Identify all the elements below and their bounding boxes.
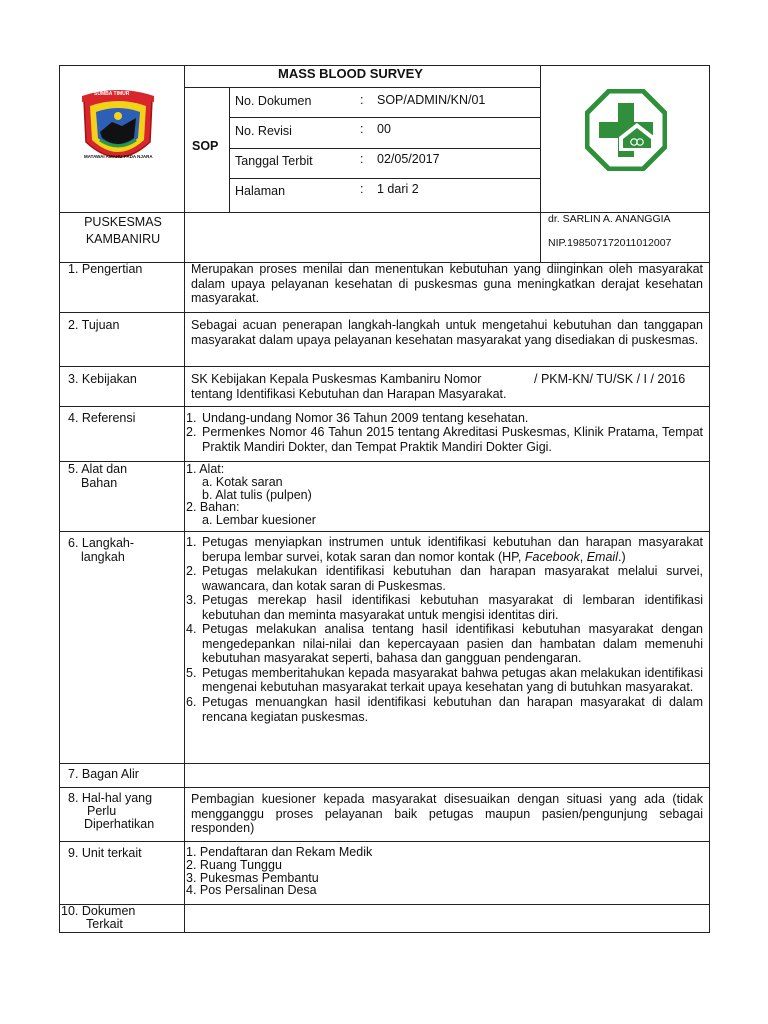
- border-right: [709, 65, 710, 933]
- section-label-langkah: 6. Langkah- langkah: [68, 536, 135, 564]
- logo-bottom-text: MATAWAI AMAHU PADA NJARA: [84, 154, 153, 159]
- field-sep: :: [360, 152, 364, 166]
- field-label-no-revisi: No. Revisi: [235, 124, 292, 138]
- field-value-tanggal-terbit: 02/05/2017: [377, 152, 440, 166]
- section-label-alat: 5. Alat dan Bahan: [68, 462, 128, 490]
- kebijakan-line-1: SK Kebijakan Kepala Puskesmas Kambaniru Nomor: [191, 372, 482, 386]
- field-label-tanggal-terbit: Tanggal Terbit: [235, 154, 313, 168]
- section-label-referensi: 4. Referensi: [68, 411, 136, 425]
- document-title: MASS BLOOD SURVEY: [278, 66, 423, 81]
- list-item: b. Alat tulis (pulpen): [202, 487, 312, 502]
- regional-emblem-icon: [78, 86, 158, 174]
- section-text-hal: Pembagian kuesioner kepada masyarakat disesuaikan dengan situasi yang ada (tidak mengganggu proses pelayanan baik petugas maupun pasien/pengunjung sebagai responden): [191, 792, 703, 835]
- sop-label: SOP: [192, 139, 219, 153]
- sop-divider: [229, 87, 230, 212]
- header-title-line: [184, 87, 540, 88]
- field-sep: :: [360, 122, 364, 136]
- label-column-divider: [184, 65, 185, 933]
- section-text-pengertian: Merupakan proses menilai dan menentukan kebutuhan yang diinginkan oleh masyarakat dalam upaya pelayanan kesehatan di puskesmas guna meningkatkan derajat kesehatan masyarakat.: [191, 262, 703, 305]
- row-line: [59, 312, 710, 313]
- field-value-no-dokumen: SOP/ADMIN/KN/01: [377, 93, 486, 107]
- field-value-no-revisi: 00: [377, 122, 391, 136]
- puskesmas-logo: [585, 89, 667, 171]
- sumba-timur-logo: [78, 86, 158, 174]
- field-value-halaman: 1 dari 2: [377, 182, 419, 196]
- kebijakan-line-2: tentang Identifikasi Kebutuhan dan Harapan Masyarakat.: [191, 387, 507, 401]
- bahan-title: 2. Bahan:: [186, 500, 240, 515]
- field-line-3: [229, 178, 540, 179]
- row-line: [59, 366, 710, 367]
- list-item: a. Lembar kuesioner: [202, 513, 316, 528]
- alat-bahan-list: [186, 463, 316, 527]
- row-line: [59, 461, 710, 462]
- alat-title: 1. Alat:: [186, 462, 225, 476]
- referensi-list: [186, 411, 703, 454]
- langkah-list: [186, 535, 703, 724]
- list-item: 2. Permenkes Nomor 46 Tahun 2015 tentang Akreditasi Puskesmas, Klinik Pratama, Tempat Praktik Mandiri Dokter, dan Tempat Praktik Mandiri Dokter Gigi.: [186, 425, 703, 454]
- field-sep: :: [360, 93, 364, 107]
- list-item: 2. Petugas melakukan identifikasi kebutuhan dan harapan masyarakat melalui survei, wawancara, dan kotak saran di Puskesmas.: [186, 564, 703, 593]
- list-item: 4. Petugas melakukan analisa tentang hasil identifikasi kebutuhan masyarakat dengan mengedepankan nilai-nilai dan kepercayaan pasien dan hambatan dalam memenuhi kebutuhan masyarakat seperti, bahasa dan gangguan pendengaran.: [186, 622, 703, 666]
- list-item: 1. Petugas menyiapkan instrumen untuk identifikasi kebutuhan dan harapan masyarakat berupa lembar survei, kotak saran dan nomor kontak (HP, Facebook, Email.): [186, 535, 703, 564]
- unit-list: [186, 846, 372, 897]
- field-line-1: [229, 117, 540, 118]
- section-label-tujuan: 2. Tujuan: [68, 318, 120, 332]
- list-item: 1. Undang-undang Nomor 36 Tahun 2009 tentang kesehatan.: [186, 411, 529, 425]
- field-label-no-dokumen: No. Dokumen: [235, 94, 312, 108]
- field-sep: :: [360, 182, 364, 196]
- field-line-2: [229, 148, 540, 149]
- border-left: [59, 65, 60, 933]
- row-line: [59, 531, 710, 532]
- org-name: PUSKESMAS KAMBANIRU: [84, 215, 162, 246]
- list-item: 5. Petugas memberitahukan kepada masyarakat bahwa petugas akan melakukan identifikasi mengenai kebutuhan masyarakat terkait upaya kesehatan yang di butuhkan masyarakat.: [186, 665, 703, 695]
- list-item: 6. Petugas menuangkan hasil identifikasi kebutuhan dan harapan masyarakat di dalam rencana kegiatan puskesmas.: [186, 695, 703, 724]
- list-item: 1. Pendaftaran dan Rekam Medik: [186, 845, 373, 859]
- row-line: [59, 763, 710, 764]
- section-text-tujuan: Sebagai acuan penerapan langkah-langkah untuk mengetahui kebutuhan dan tanggapan masyarakat dalam upaya pelayanan kesehatan masyarakat yang disediakan di puskesmas.: [191, 318, 703, 347]
- kebijakan-line-1b: / PKM-KN/ TU/SK / I / 2016: [534, 372, 686, 386]
- header-right-divider: [540, 65, 541, 262]
- logo-top-text: SUMBA TIMUR: [94, 91, 130, 97]
- list-item: 2. Ruang Tunggu: [186, 857, 282, 872]
- section-label-pengertian: 1. Pengertian: [68, 262, 143, 276]
- field-label-halaman: Halaman: [235, 184, 286, 198]
- section-label-unit: 9. Unit terkait: [68, 846, 142, 860]
- section-label-dokumen: 10. Dokumen Terkait: [61, 904, 136, 931]
- list-item: 3. Petugas merekap hasil identifikasi kebutuhan masyarakat di lembaran identifikasi kebutuhan dan meminta masyarakat untuk mengisi identitas diri.: [186, 593, 703, 622]
- section-label-hal: 8. Hal-hal yang Perlu Diperhatikan: [68, 791, 155, 831]
- section-label-kebijakan: 3. Kebijakan: [68, 372, 137, 386]
- list-item: 4. Pos Persalinan Desa: [186, 883, 317, 898]
- list-item: 3. Pukesmas Pembantu: [186, 870, 319, 885]
- border-bottom: [59, 932, 710, 933]
- signatory-name: dr. SARLIN A. ANANGGIA: [548, 213, 671, 225]
- row-line: [59, 406, 710, 407]
- puskesmas-cross-icon: [585, 89, 667, 171]
- signatory-nip: NIP.198507172011012007: [548, 237, 672, 249]
- row-line: [59, 904, 710, 905]
- section-label-bagan: 7. Bagan Alir: [68, 767, 139, 781]
- row-line: [59, 787, 710, 788]
- row-line: [59, 841, 710, 842]
- list-item: a. Kotak saran: [202, 474, 283, 489]
